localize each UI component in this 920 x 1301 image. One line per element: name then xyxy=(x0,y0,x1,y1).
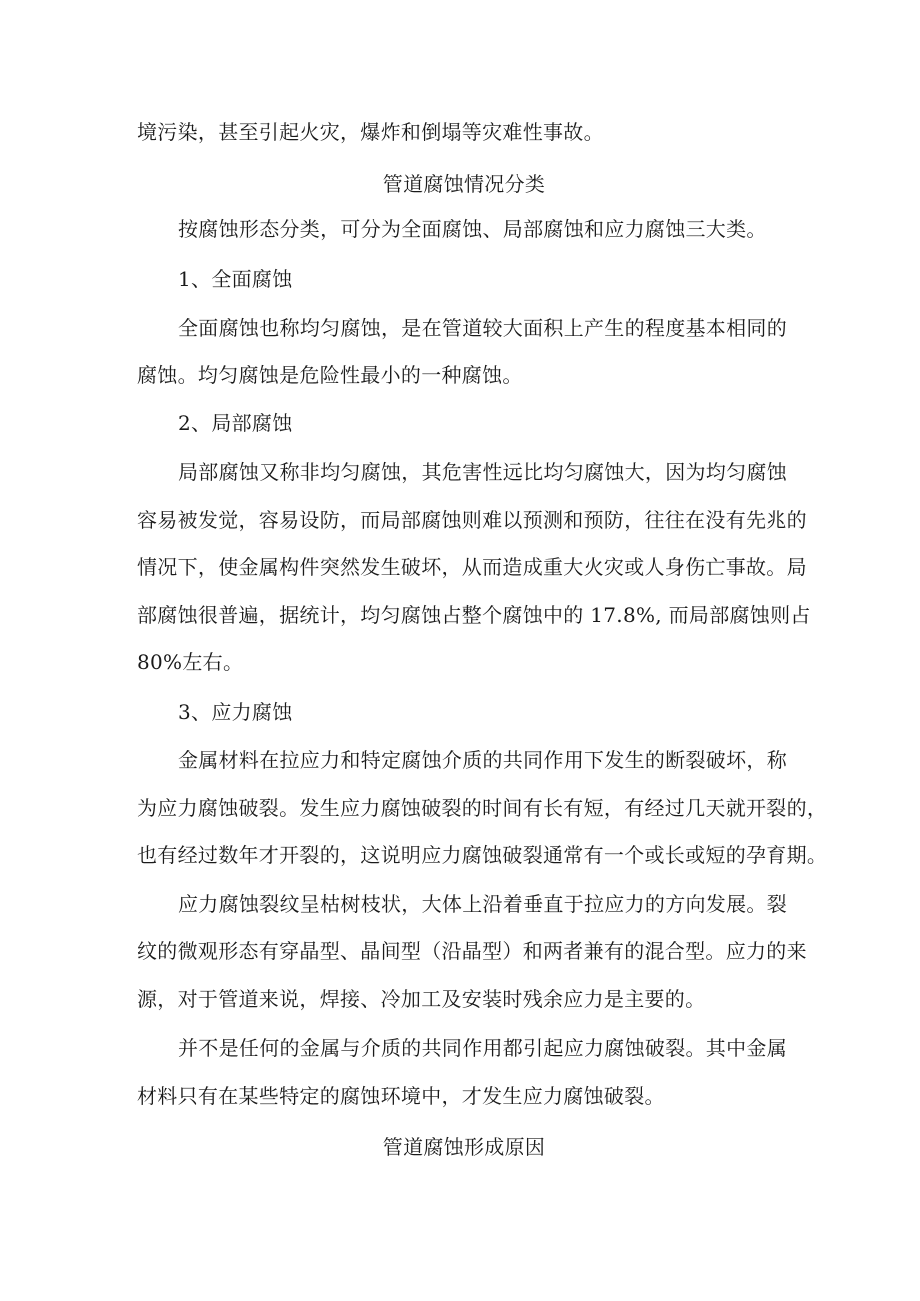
paragraph-line: 部腐蚀很普遍，据统计，均匀腐蚀占整个腐蚀中的 17.8%, 而局部腐蚀则占 xyxy=(137,603,811,627)
section-heading: 管道腐蚀情况分类 xyxy=(382,172,546,196)
paragraph-line: 容易被发觉，容易设防，而局部腐蚀则难以预测和预防，往往在没有先兆的 xyxy=(137,508,807,532)
paragraph-line: 并不是任何的金属与介质的共同作用都引起应力腐蚀破裂。其中金属 xyxy=(178,1036,787,1060)
paragraph-line: 纹的微观形态有穿晶型、晶间型（沿晶型）和两者兼有的混合型。应力的来 xyxy=(137,939,807,963)
paragraph-line: 源，对于管道来说，焊接、冷加工及安装时残余应力是主要的。 xyxy=(137,987,706,1011)
paragraph-line: 局部腐蚀又称非均匀腐蚀，其危害性远比均匀腐蚀大，因为均匀腐蚀 xyxy=(178,460,787,484)
subsection-heading: 1、全面腐蚀 xyxy=(178,267,293,291)
subsection-heading: 3、应力腐蚀 xyxy=(178,700,293,724)
subsection-heading: 2、局部腐蚀 xyxy=(178,411,293,435)
paragraph-line: 按腐蚀形态分类，可分为全面腐蚀、局部腐蚀和应力腐蚀三大类。 xyxy=(178,217,767,241)
paragraph-line: 材料只有在某些特定的腐蚀环境中，才发生应力腐蚀破裂。 xyxy=(137,1084,665,1108)
paragraph-line: 应力腐蚀裂纹呈枯树枝状，大体上沿着垂直于拉应力的方向发展。裂 xyxy=(178,892,787,916)
section-heading: 管道腐蚀形成原因 xyxy=(382,1135,546,1159)
paragraph-line: 腐蚀。均匀腐蚀是危险性最小的一种腐蚀。 xyxy=(137,363,523,387)
paragraph-line: 境污染，甚至引起火灾，爆炸和倒塌等灾难性事故。 xyxy=(137,120,604,144)
paragraph-line: 全面腐蚀也称均匀腐蚀，是在管道较大面积上产生的程度基本相同的 xyxy=(178,316,787,340)
paragraph-line: 也有经过数年才开裂的，这说明应力腐蚀破裂通常有一个或长或短的孕育期。 xyxy=(137,843,828,867)
paragraph-line: 80%左右。 xyxy=(137,650,244,674)
paragraph-line: 金属材料在拉应力和特定腐蚀介质的共同作用下发生的断裂破坏，称 xyxy=(178,748,787,772)
paragraph-line: 为应力腐蚀破裂。发生应力腐蚀破裂的时间有长有短，有经过几天就开裂的， xyxy=(137,796,828,820)
paragraph-line: 情况下，使金属构件突然发生破坏，从而造成重大火灾或人身伤亡事故。局 xyxy=(137,555,807,579)
